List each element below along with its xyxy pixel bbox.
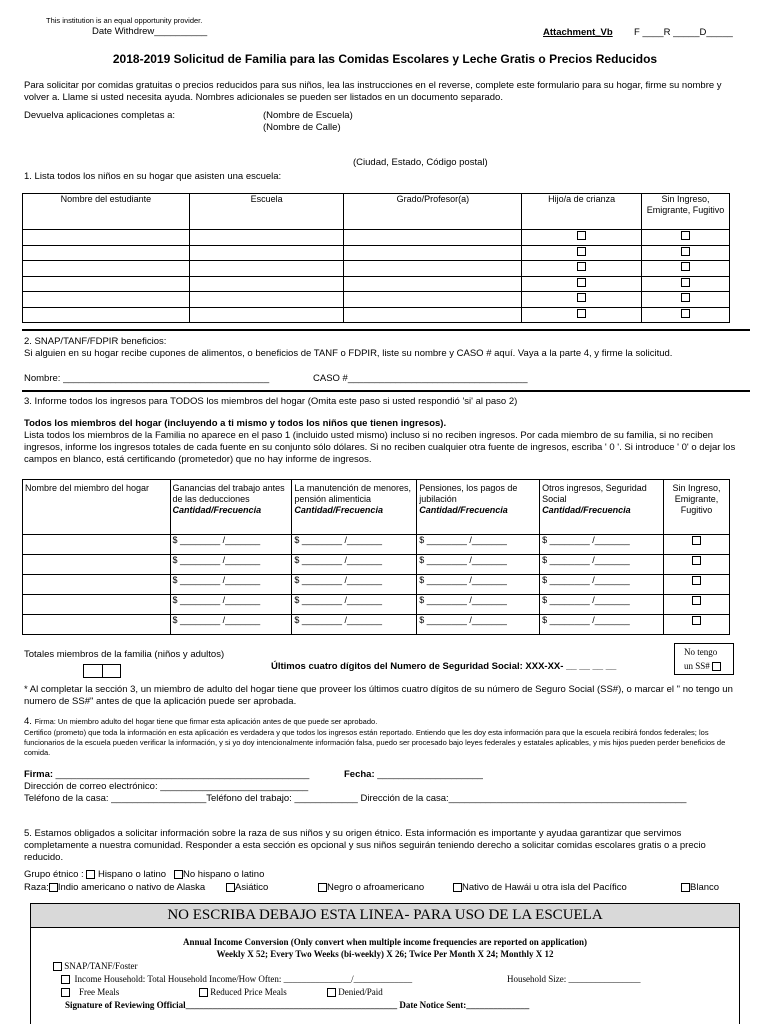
section2-label: 2. SNAP/TANF/FDPIR beneficios: bbox=[24, 336, 167, 347]
student-name-cell[interactable] bbox=[23, 292, 190, 308]
qty-freq-label: Cantidad/Frecuencia bbox=[419, 505, 508, 515]
header-no-income: Sin Ingreso, Emigrante, Fugitivo bbox=[642, 194, 730, 230]
reduced-meals-label: Reduced Price Meals bbox=[210, 987, 287, 997]
header-work-earnings bbox=[170, 480, 292, 535]
child-support-cell[interactable]: $ ________ /_______ bbox=[292, 535, 417, 555]
no-ssn-line1: No tengo bbox=[684, 647, 718, 657]
attachment-label: Attachment_Vb bbox=[543, 27, 613, 38]
no-income-checkbox[interactable] bbox=[681, 278, 690, 287]
no-income-cell bbox=[664, 615, 730, 635]
race-native-american-label: Indio americano o nativo de Alaska bbox=[57, 882, 206, 893]
grade-cell[interactable] bbox=[344, 276, 522, 292]
income-household-field[interactable]: Income Household: Total Household Income/How Often: _______________/_____________ bbox=[74, 974, 413, 984]
office-use-box bbox=[30, 903, 740, 1024]
race-black-checkbox[interactable] bbox=[318, 883, 327, 892]
no-income-cell bbox=[642, 292, 730, 308]
denied-label: Denied/Paid bbox=[338, 987, 383, 997]
race-black bbox=[318, 882, 424, 893]
grade-cell[interactable] bbox=[344, 307, 522, 323]
ssn-note: * Al completar la sección 3, un miembro de adulto del hogar tiene que proveer los últimos cuatro dígitos de su número de Seguro Social (SS#), o marcar el " no tengo un numero de SS#" antes de que la aplicación puede ser aprobada. bbox=[24, 684, 733, 707]
school-cell[interactable] bbox=[189, 276, 344, 292]
header-child-support bbox=[292, 480, 417, 535]
work-earnings-cell[interactable]: $ ________ /_______ bbox=[170, 535, 292, 555]
pensions-cell[interactable]: $ ________ /_______ bbox=[417, 575, 540, 595]
other-income-cell[interactable]: $ ________ /_______ bbox=[540, 615, 664, 635]
totals-input-divider bbox=[102, 665, 103, 677]
no-income-cell bbox=[664, 575, 730, 595]
table-row bbox=[23, 535, 730, 555]
school-cell[interactable] bbox=[189, 261, 344, 277]
fecha-line[interactable]: ____________________ bbox=[374, 769, 483, 780]
table-row bbox=[23, 292, 730, 308]
race-label: Raza: bbox=[24, 882, 49, 893]
school-name-field[interactable]: (Nombre de Escuela) bbox=[263, 110, 353, 121]
snap-name-field[interactable]: Nombre: _______________________________________ bbox=[24, 373, 270, 384]
return-label: Devuelva aplicaciones completas a: bbox=[24, 110, 176, 121]
equal-opportunity-note: This institution is an equal opportunity provider. bbox=[46, 16, 203, 25]
totals-input[interactable] bbox=[83, 664, 121, 678]
school-cell[interactable] bbox=[189, 230, 344, 246]
free-meals-row bbox=[61, 987, 119, 997]
pensions-cell[interactable]: $ ________ /_______ bbox=[417, 535, 540, 555]
header-student-name: Nombre del estudiante bbox=[23, 194, 190, 230]
no-income-checkbox[interactable] bbox=[692, 616, 701, 625]
student-name-cell[interactable] bbox=[23, 307, 190, 323]
section3-heading: Todos los miembros del hogar (incluyendo a ti mismo y todos los niños que tienen ingresos). bbox=[24, 418, 447, 429]
reviewing-official-signature[interactable]: Signature of Reviewing Official_______________________________________________ Date Notice Sent:______________ bbox=[65, 1000, 530, 1010]
header-school: Escuela bbox=[189, 194, 344, 230]
frd-field[interactable]: F ____R _____D_____ bbox=[634, 27, 733, 38]
foster-checkbox[interactable] bbox=[577, 293, 586, 302]
hispanic-label: Hispano o latino bbox=[97, 869, 167, 880]
phones-address-field[interactable]: Teléfono de la casa: __________________Teléfono del trabajo: ____________ Dirección de la casa:_____________________________________________ bbox=[24, 793, 687, 804]
fecha-label: Fecha: bbox=[344, 769, 375, 780]
table-row bbox=[23, 276, 730, 292]
no-income-checkbox[interactable] bbox=[681, 293, 690, 302]
free-meals-checkbox[interactable] bbox=[61, 988, 70, 997]
other-income-cell[interactable]: $ ________ /_______ bbox=[540, 535, 664, 555]
section4-heading bbox=[24, 716, 377, 727]
snap-case-field[interactable]: CASO #__________________________________ bbox=[313, 373, 528, 384]
pensions-label: Pensiones, los pagos de jubilación bbox=[419, 483, 518, 504]
school-cell[interactable] bbox=[189, 292, 344, 308]
section-divider bbox=[22, 329, 750, 331]
foster-cell bbox=[522, 307, 642, 323]
intro-text: Para solicitar por comidas gratuitas o precios reducidos para sus niños, lea las instrucciones en el reverse, complete este formulario para su hogar, firme su nombre y volver a. Llame si usted necesita ayuda. Nombres adicionales se pueden ser listados en un documento separado. bbox=[24, 80, 722, 103]
no-ssn-box bbox=[674, 643, 734, 675]
no-income-cell bbox=[642, 261, 730, 277]
work-earnings-cell[interactable]: $ ________ /_______ bbox=[170, 615, 292, 635]
section4-number: 4. bbox=[24, 716, 32, 727]
grade-cell[interactable] bbox=[344, 292, 522, 308]
street-name-field[interactable]: (Nombre de Calle) bbox=[263, 122, 341, 133]
signature-row bbox=[24, 769, 309, 780]
snap-checkbox[interactable] bbox=[53, 962, 62, 971]
snap-label: SNAP/TANF/Foster bbox=[64, 961, 138, 971]
child-support-label: La manutención de menores, pensión alimenticia bbox=[294, 483, 411, 504]
no-income-checkbox[interactable] bbox=[681, 262, 690, 271]
header-pensions bbox=[417, 480, 540, 535]
header-foster: Hijo/a de crianza bbox=[522, 194, 642, 230]
snap-row bbox=[53, 961, 138, 971]
conversion-factors: Weekly X 52; Every Two Weeks (bi-weekly) X 26; Twice Per Month X 24; Monthly X 12 bbox=[216, 949, 554, 959]
student-name-cell[interactable] bbox=[23, 276, 190, 292]
race-hawaiian-checkbox[interactable] bbox=[453, 883, 462, 892]
other-income-label: Otros ingresos, Seguridad Social bbox=[542, 483, 647, 504]
income-header-row bbox=[23, 480, 730, 535]
foster-cell bbox=[522, 276, 642, 292]
student-name-cell[interactable] bbox=[23, 230, 190, 246]
firma-note: Firma: Un miembro adulto del hogar tiene que firmar esta aplicación antes de que puede ser aprobado. bbox=[34, 717, 378, 726]
other-income-cell[interactable]: $ ________ /_______ bbox=[540, 595, 664, 615]
table-row bbox=[23, 615, 730, 635]
child-support-cell[interactable]: $ ________ /_______ bbox=[292, 615, 417, 635]
foster-checkbox[interactable] bbox=[577, 309, 586, 318]
header-no-income-member: Sin Ingreso, Emigrante, Fugitivo bbox=[664, 480, 730, 535]
foster-checkbox[interactable] bbox=[577, 262, 586, 271]
denied-row bbox=[327, 987, 383, 997]
income-household-checkbox[interactable] bbox=[61, 975, 70, 984]
city-state-zip-field[interactable]: (Ciudad, Estado, Código postal) bbox=[353, 157, 488, 168]
race-hawaiian-label: Nativo de Hawái u otra isla del Pacífico bbox=[462, 882, 627, 893]
table-row bbox=[23, 245, 730, 261]
race-black-label: Negro o afroamericano bbox=[327, 882, 425, 893]
no-income-checkbox[interactable] bbox=[681, 247, 690, 256]
section3-text: Lista todos los miembros de la Familia no aparece en el paso 1 (incluido usted mismo) incluso si no reciben ingresos. Por cada miembro de su familia, si no reciben ingresos, informe los ingresos totales de cada fuente en su conjunto sólo dólares. Si no reciben cualquier otra fuente de ingresos, escriba ' 0 '. Si introduce ' 0' o dejar los campos en blanco, está certificando (prometedor) que no hay informe de ingresos. bbox=[24, 430, 736, 465]
household-size-field[interactable]: Household Size: ________________ bbox=[507, 974, 641, 984]
no-income-checkbox[interactable] bbox=[681, 231, 690, 240]
hispanic-checkbox[interactable] bbox=[86, 870, 95, 879]
foster-cell bbox=[522, 230, 642, 246]
work-earnings-cell[interactable]: $ ________ /_______ bbox=[170, 575, 292, 595]
pensions-cell[interactable]: $ ________ /_______ bbox=[417, 615, 540, 635]
office-use-banner: NO ESCRIBA DEBAJO ESTA LINEA- PARA USO DE LA ESCUELA bbox=[31, 904, 739, 928]
grade-cell[interactable] bbox=[344, 245, 522, 261]
no-income-cell bbox=[642, 245, 730, 261]
header-member-name: Nombre del miembro del hogar bbox=[23, 480, 171, 535]
foster-cell bbox=[522, 245, 642, 261]
income-table bbox=[22, 479, 730, 635]
no-ssn-line2 bbox=[684, 661, 721, 671]
foster-checkbox[interactable] bbox=[577, 247, 586, 256]
table-row bbox=[23, 595, 730, 615]
income-household-row bbox=[61, 974, 412, 984]
free-meals-label: Free Meals bbox=[79, 987, 120, 997]
child-support-cell[interactable]: $ ________ /_______ bbox=[292, 595, 417, 615]
income-conversion-note: Annual Income Conversion (Only convert when multiple income frequencies are reported on application) bbox=[183, 937, 587, 947]
no-income-checkbox[interactable] bbox=[692, 536, 701, 545]
member-name-cell[interactable] bbox=[23, 595, 171, 615]
member-name-cell[interactable] bbox=[23, 555, 171, 575]
not-hispanic-checkbox[interactable] bbox=[174, 870, 183, 879]
totals-label: Totales miembros de la familia (niños y adultos) bbox=[24, 649, 225, 660]
foster-checkbox[interactable] bbox=[577, 231, 586, 240]
student-name-cell[interactable] bbox=[23, 261, 190, 277]
race-asian-checkbox[interactable] bbox=[226, 883, 235, 892]
section2-text: Si alguien en su hogar recibe cupones de alimentos, o beneficios de TANF o FDPIR, liste su nombre y CASO # aquí. Vaya a la parte 4, y firme la solicitud. bbox=[24, 348, 673, 359]
section1-label: 1. Lista todos los niños en su hogar que asisten una escuela: bbox=[24, 171, 282, 182]
fecha-row bbox=[344, 769, 483, 780]
reduced-meals-row bbox=[199, 987, 287, 997]
no-income-cell bbox=[642, 307, 730, 323]
no-income-cell bbox=[664, 555, 730, 575]
foster-checkbox[interactable] bbox=[577, 278, 586, 287]
grade-cell[interactable] bbox=[344, 261, 522, 277]
certification-text: Certifico (prometo) que toda la información en esta aplicación es verdadera y que todos los ingresos están reportado. Entiendo que les doy esta información para que la escuela recibirá fondos federales; los funcionarios de la escuela pueden verificar la información, y si yo doy intencionalmente información falsa, puedo ser procesado bajo leyes federales y estatales aplicables, y mis hijos pueden perder beneficios de comida. bbox=[24, 728, 726, 757]
race-white bbox=[681, 882, 719, 893]
member-name-cell[interactable] bbox=[23, 615, 171, 635]
table-row bbox=[23, 307, 730, 323]
foster-cell bbox=[522, 292, 642, 308]
header-other-income bbox=[540, 480, 664, 535]
work-earnings-label: Ganancias del trabajo antes de las deducciones bbox=[172, 483, 285, 504]
students-header-row bbox=[23, 194, 730, 230]
ssn-field[interactable]: Últimos cuatro dígitos del Numero de Seguridad Social: XXX-XX- __ __ __ __ bbox=[271, 661, 617, 672]
race-asian-label: Asiático bbox=[235, 882, 269, 893]
grade-cell[interactable] bbox=[344, 230, 522, 246]
no-income-cell bbox=[642, 276, 730, 292]
school-cell[interactable] bbox=[189, 307, 344, 323]
table-row bbox=[23, 555, 730, 575]
no-income-cell bbox=[664, 595, 730, 615]
work-earnings-cell[interactable]: $ ________ /_______ bbox=[170, 555, 292, 575]
section3-label: 3. Informe todos los ingresos para TODOS los miembros del hogar (Omita este paso si usted respondió 'si' al paso 2) bbox=[24, 396, 518, 407]
no-ssn-checkbox[interactable] bbox=[712, 662, 721, 671]
no-ssn-label: un SS# bbox=[684, 661, 710, 671]
other-income-cell[interactable]: $ ________ /_______ bbox=[540, 575, 664, 595]
qty-freq-label: Cantidad/Frecuencia bbox=[294, 505, 383, 515]
section5-text: 5. Estamos obligados a solicitar información sobre la raza de sus niños y su origen étnico. Esta información es importante y ayudaa garantizar que servimos completamente a nuestra comunidad. Responder a esta sección es opcional y sus niños seguirán teniendo derecho a solicitar comidas escolares gratis o a precio reducido. bbox=[24, 828, 706, 863]
race-asian bbox=[226, 882, 268, 893]
denied-checkbox[interactable] bbox=[327, 988, 336, 997]
table-row bbox=[23, 575, 730, 595]
race-native-american-checkbox[interactable] bbox=[49, 883, 58, 892]
member-name-cell[interactable] bbox=[23, 535, 171, 555]
child-support-cell[interactable]: $ ________ /_______ bbox=[292, 575, 417, 595]
no-income-cell bbox=[664, 535, 730, 555]
table-row bbox=[23, 230, 730, 246]
race-hawaiian bbox=[453, 882, 627, 893]
pensions-cell[interactable]: $ ________ /_______ bbox=[417, 555, 540, 575]
firma-line[interactable]: ________________________________________________ bbox=[53, 769, 310, 780]
email-field[interactable]: Dirección de correo electrónico: ____________________________ bbox=[24, 781, 309, 792]
firma-label: Firma: bbox=[24, 769, 54, 780]
foster-cell bbox=[522, 261, 642, 277]
section-divider bbox=[22, 390, 750, 392]
ethnic-row bbox=[24, 869, 264, 880]
no-income-cell bbox=[642, 230, 730, 246]
school-cell[interactable] bbox=[189, 245, 344, 261]
no-income-checkbox[interactable] bbox=[681, 309, 690, 318]
form-title: 2018-2019 Solicitud de Familia para las Comidas Escolares y Leche Gratis o Precios Reducidos bbox=[112, 52, 658, 66]
reduced-meals-checkbox[interactable] bbox=[199, 988, 208, 997]
student-name-cell[interactable] bbox=[23, 245, 190, 261]
race-white-label: Blanco bbox=[690, 882, 720, 893]
date-withdrew-field[interactable]: Date Withdrew__________ bbox=[92, 26, 208, 37]
pensions-cell[interactable]: $ ________ /_______ bbox=[417, 595, 540, 615]
race-white-checkbox[interactable] bbox=[681, 883, 690, 892]
other-income-cell[interactable]: $ ________ /_______ bbox=[540, 555, 664, 575]
header-grade-teacher: Grado/Profesor(a) bbox=[344, 194, 522, 230]
child-support-cell[interactable]: $ ________ /_______ bbox=[292, 555, 417, 575]
table-row bbox=[23, 261, 730, 277]
no-income-checkbox[interactable] bbox=[692, 576, 701, 585]
ethnic-label: Grupo étnico : bbox=[24, 869, 84, 880]
students-table bbox=[22, 193, 730, 323]
qty-freq-label: Cantidad/Frecuencia bbox=[542, 505, 631, 515]
race-row bbox=[24, 882, 205, 893]
no-income-checkbox[interactable] bbox=[692, 596, 701, 605]
no-income-checkbox[interactable] bbox=[692, 556, 701, 565]
work-earnings-cell[interactable]: $ ________ /_______ bbox=[170, 595, 292, 615]
member-name-cell[interactable] bbox=[23, 575, 171, 595]
qty-freq-label: Cantidad/Frecuencia bbox=[172, 505, 262, 515]
not-hispanic-label: No hispano o latino bbox=[183, 869, 265, 880]
